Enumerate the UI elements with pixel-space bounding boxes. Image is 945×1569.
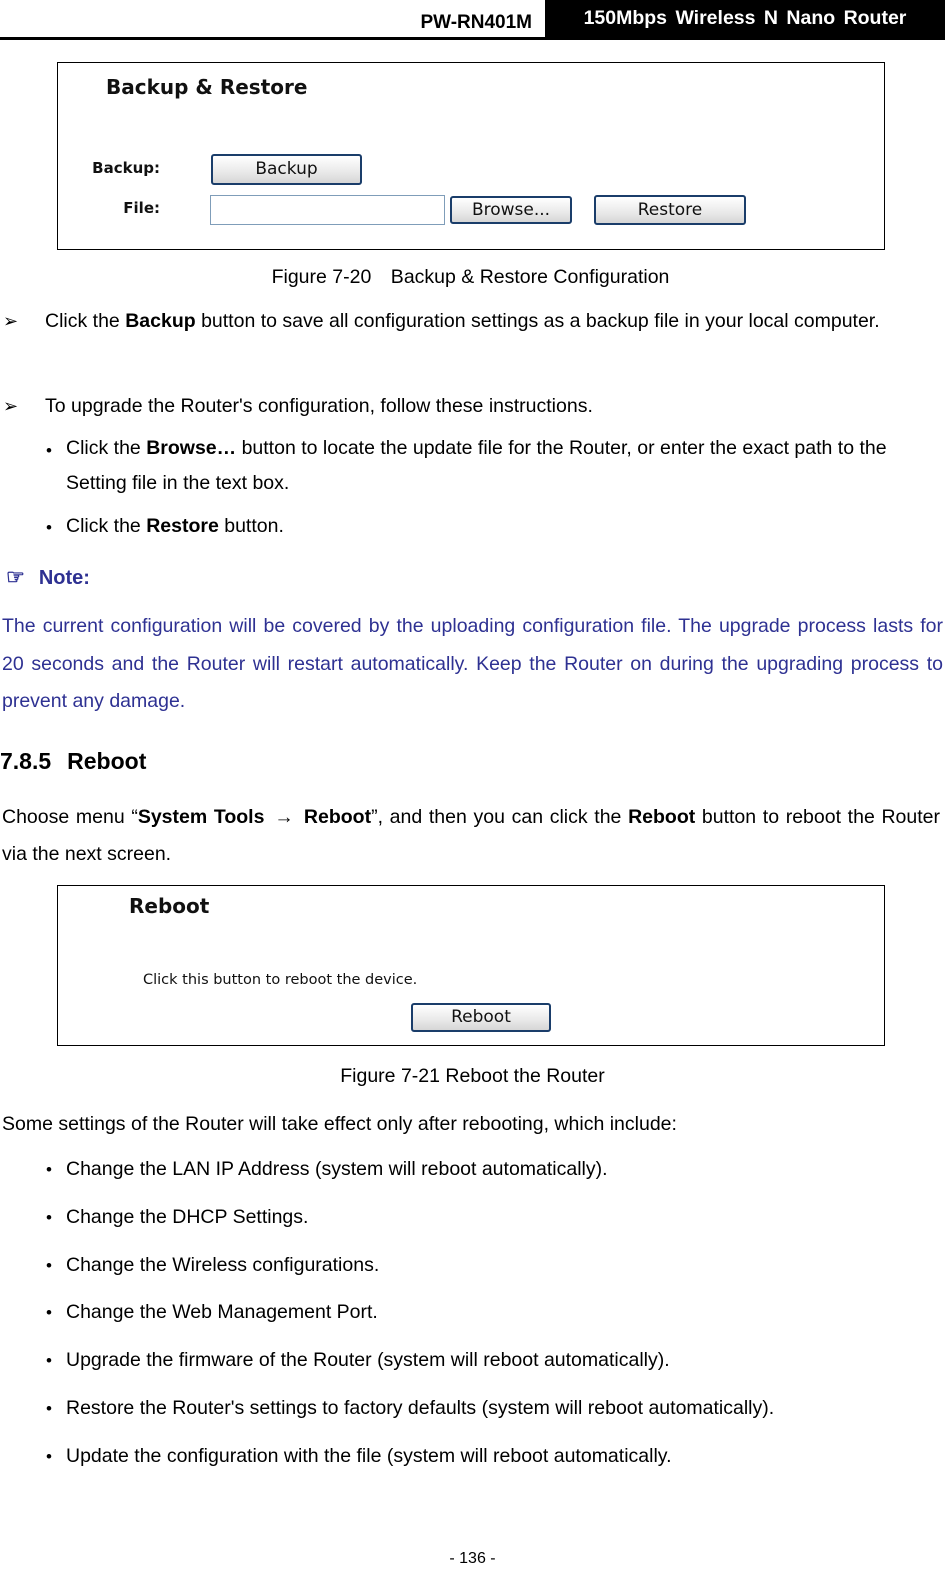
backup-restore-screenshot [57, 62, 885, 250]
dot-bullet-icon: • [46, 1303, 52, 1322]
header-product: 150Mbps Wireless N Nano Router [545, 0, 945, 37]
backup-instruction-post: button to save all configuration settings as a backup file in your local computer. [195, 310, 880, 332]
restore-instruction-post: button. [218, 515, 284, 537]
browse-instruction-bold: Browse… [146, 437, 237, 459]
arrow-bullet-icon: ➢ [3, 311, 19, 331]
backup-label: Backup: [92, 159, 160, 177]
backup-instruction-bold: Backup [125, 310, 196, 332]
backup-restore-title: Backup & Restore [106, 75, 308, 99]
list-item: Update the configuration with the file (system will reboot automatically. [66, 1445, 672, 1467]
dot-bullet-icon: • [46, 1447, 52, 1466]
list-item: Change the DHCP Settings. [66, 1206, 309, 1228]
file-label: File: [123, 199, 160, 217]
reboot-screenshot [57, 885, 885, 1046]
restore-instruction-bold: Restore [146, 515, 219, 537]
restore-button[interactable] [594, 195, 746, 225]
settings-intro: Some settings of the Router will take effect only after rebooting, which include: [2, 1113, 677, 1135]
backup-button-label: Backup [255, 159, 318, 179]
backup-instruction-pre: Click the [45, 310, 126, 332]
pointing-hand-icon: ☞ [6, 566, 25, 589]
menu-arrow-icon: → [274, 806, 294, 828]
restore-instruction [66, 508, 284, 544]
list-item: Change the LAN IP Address (system will reboot automatically). [66, 1158, 608, 1180]
section-title: Reboot [67, 748, 147, 774]
list-item: Change the Wireless configurations. [66, 1254, 380, 1276]
backup-instruction [45, 303, 925, 339]
dot-bullet-icon: • [46, 1160, 52, 1179]
note-label: Note: [38, 567, 90, 589]
list-item: Change the Web Management Port. [66, 1301, 378, 1323]
reboot-intro-mid: ”, and then you can click the [371, 806, 629, 828]
figure-20-caption: Figure 7-20 Backup & Restore Configuration [271, 266, 670, 288]
note-heading [6, 565, 90, 590]
menu-system-tools: System Tools [137, 806, 265, 828]
backup-button[interactable] [211, 154, 362, 185]
page-number: - 136 - [449, 1550, 496, 1567]
page-header [0, 0, 945, 40]
upgrade-instruction [45, 388, 593, 424]
reboot-intro-pre: Choose menu “ [2, 806, 138, 828]
section-number: 7.8.5 [0, 748, 52, 774]
dot-bullet-icon: • [46, 1351, 52, 1370]
upgrade-instruction-text: To upgrade the Router's configuration, follow these instructions. [45, 395, 593, 417]
restore-button-label: Restore [637, 200, 703, 220]
reboot-title: Reboot [129, 894, 210, 918]
arrow-bullet-icon: ➢ [3, 396, 19, 416]
dot-bullet-icon: • [46, 1399, 52, 1418]
figure-21-caption: Figure 7-21 Reboot the Router [340, 1065, 605, 1087]
browse-instruction-pre: Click the [66, 437, 147, 459]
reboot-button-label: Reboot [451, 1007, 511, 1027]
browse-button-label: Browse... [471, 200, 551, 220]
menu-reboot: Reboot [303, 806, 372, 828]
header-model: PW-RN401M [420, 12, 532, 33]
restore-instruction-pre: Click the [66, 515, 147, 537]
dot-bullet-icon: • [46, 1208, 52, 1227]
reboot-intro-bold: Reboot [628, 806, 696, 828]
browse-instruction-post: button to locate the update file for the Router, or enter the exact path to the Setting file in the text box. [66, 437, 887, 494]
reboot-intro [2, 799, 940, 873]
reboot-button[interactable] [411, 1003, 551, 1032]
dot-bullet-icon: • [46, 441, 52, 460]
note-text: The current configuration will be covered by the uploading configuration file. The upgrade process lasts for 20 seconds and the Router will restart automatically. Keep the Router on during the upgrading process to prevent any damage. [2, 615, 943, 712]
dot-bullet-icon: • [46, 518, 52, 537]
reboot-description: Click this button to reboot the device. [143, 972, 418, 988]
reboot-intro-post: button to reboot the Router via the next screen. [2, 806, 940, 865]
dot-bullet-icon: • [46, 1256, 52, 1275]
list-item: Restore the Router's settings to factory defaults (system will reboot automatically). [66, 1397, 775, 1419]
list-item: Upgrade the firmware of the Router (system will reboot automatically). [66, 1349, 670, 1371]
file-path-input[interactable] [210, 195, 445, 225]
browse-button[interactable] [450, 196, 572, 224]
browse-instruction [66, 431, 936, 501]
section-heading [0, 748, 146, 775]
